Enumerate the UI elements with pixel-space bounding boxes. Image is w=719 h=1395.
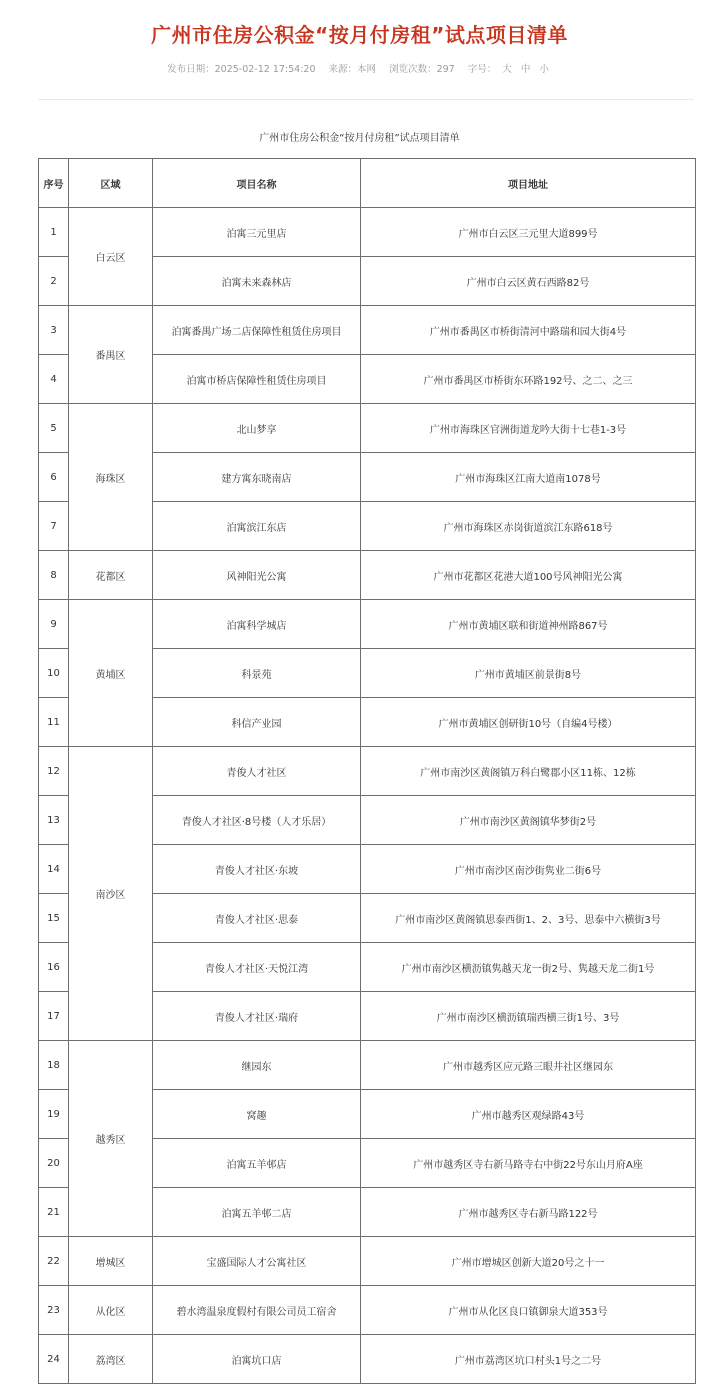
view-count: 浏览次数：297: [389, 64, 455, 75]
project-name: 窝趣: [153, 1090, 361, 1139]
table-header-row: [39, 159, 696, 208]
font-size-large-link[interactable]: 大: [502, 64, 512, 75]
project-name: 青俊人才社区·瑞府: [153, 992, 361, 1041]
table-row: [39, 404, 696, 453]
table-row: [39, 306, 696, 355]
project-name: 青俊人才社区·东坡: [153, 845, 361, 894]
project-address: 广州市荔湾区坑口村头1号之二号: [361, 1335, 696, 1384]
row-number: 8: [39, 551, 69, 600]
font-size-control: [468, 64, 552, 75]
project-name: 青俊人才社区·思泰: [153, 894, 361, 943]
article-meta: [0, 61, 719, 75]
table-caption: 广州市住房公积金“按月付房租”试点项目清单: [259, 133, 460, 144]
project-name: 青俊人才社区·天悦江湾: [153, 943, 361, 992]
row-number: 20: [39, 1139, 69, 1188]
font-size-small-link[interactable]: 小: [539, 64, 549, 75]
header-number: 序号: [39, 159, 69, 208]
project-address: 广州市海珠区江南大道南1078号: [361, 453, 696, 502]
table-row: [39, 551, 696, 600]
project-name: 宝盛国际人才公寓社区: [153, 1237, 361, 1286]
table-row: [39, 1237, 696, 1286]
table-row: [39, 1335, 696, 1384]
district-cell: 从化区: [69, 1286, 153, 1335]
table-row: [39, 747, 696, 796]
project-address: 广州市花都区花港大道100号风神阳光公寓: [361, 551, 696, 600]
project-address: 广州市越秀区寺右新马路122号: [361, 1188, 696, 1237]
row-number: 16: [39, 943, 69, 992]
header-district: 区域: [69, 159, 153, 208]
project-address: 广州市番禺区市桥街东环路192号、之二、之三: [361, 355, 696, 404]
table-row: [39, 600, 696, 649]
project-address: 广州市增城区创新大道20号之十一: [361, 1237, 696, 1286]
row-number: 6: [39, 453, 69, 502]
row-number: 24: [39, 1335, 69, 1384]
row-number: 15: [39, 894, 69, 943]
project-name: 北山梦享: [153, 404, 361, 453]
district-cell: 花都区: [69, 551, 153, 600]
table-row: [39, 1041, 696, 1090]
row-number: 23: [39, 1286, 69, 1335]
project-address: 广州市黄埔区联和街道神州路867号: [361, 600, 696, 649]
row-number: 2: [39, 257, 69, 306]
project-name: 泊寓科学城店: [153, 600, 361, 649]
project-name: 泊寓滨江东店: [153, 502, 361, 551]
project-name: 继园东: [153, 1041, 361, 1090]
project-address: 广州市南沙区南沙街隽业二街6号: [361, 845, 696, 894]
project-table: [38, 158, 696, 1384]
district-cell: 增城区: [69, 1237, 153, 1286]
project-address: 广州市南沙区黄阁镇思泰西街1、2、3号、思泰中六横街3号: [361, 894, 696, 943]
project-address: 广州市海珠区赤岗街道滨江东路618号: [361, 502, 696, 551]
table-row: [39, 208, 696, 257]
row-number: 3: [39, 306, 69, 355]
project-name: 泊寓三元里店: [153, 208, 361, 257]
project-address: 广州市白云区黄石西路82号: [361, 257, 696, 306]
project-address: 广州市越秀区观绿路43号: [361, 1090, 696, 1139]
row-number: 7: [39, 502, 69, 551]
project-name: 风神阳光公寓: [153, 551, 361, 600]
district-cell: 海珠区: [69, 404, 153, 551]
font-size-label: 字号：: [467, 64, 497, 75]
district-cell: 黄埔区: [69, 600, 153, 747]
row-number: 12: [39, 747, 69, 796]
project-name: 泊寓坑口店: [153, 1335, 361, 1384]
publish-date: 发布日期：2025-02-12 17:54:20: [167, 64, 316, 75]
project-address: 广州市番禺区市桥街清河中路瑞和园大街4号: [361, 306, 696, 355]
row-number: 19: [39, 1090, 69, 1139]
project-address: 广州市从化区良口镇御泉大道353号: [361, 1286, 696, 1335]
row-number: 13: [39, 796, 69, 845]
project-address: 广州市南沙区横沥镇瑞西横三街1号、3号: [361, 992, 696, 1041]
row-number: 22: [39, 1237, 69, 1286]
font-size-medium-link[interactable]: 中: [520, 64, 531, 75]
row-number: 4: [39, 355, 69, 404]
row-number: 17: [39, 992, 69, 1041]
row-number: 1: [39, 208, 69, 257]
project-name: 泊寓五羊邨二店: [153, 1188, 361, 1237]
project-name: 青俊人才社区: [153, 747, 361, 796]
row-number: 11: [39, 698, 69, 747]
project-address: 广州市越秀区寺右新马路寺右中街22号东山月府A座: [361, 1139, 696, 1188]
divider: [38, 99, 694, 100]
project-name: 碧水湾温泉度假村有限公司员工宿舍: [153, 1286, 361, 1335]
project-address: 广州市越秀区应元路三眼井社区继园东: [361, 1041, 696, 1090]
project-address: 广州市白云区三元里大道899号: [361, 208, 696, 257]
header-project-address: 项目地址: [361, 159, 696, 208]
project-address: 广州市黄埔区前景街8号: [361, 649, 696, 698]
row-number: 9: [39, 600, 69, 649]
row-number: 18: [39, 1041, 69, 1090]
project-address: 广州市南沙区黄阁镇华梦街2号: [361, 796, 696, 845]
row-number: 5: [39, 404, 69, 453]
project-name: 科信产业园: [153, 698, 361, 747]
district-cell: 番禺区: [69, 306, 153, 404]
project-name: 泊寓番禺广场二店保障性租赁住房项目: [153, 306, 361, 355]
district-cell: 越秀区: [69, 1041, 153, 1237]
project-name: 青俊人才社区·8号楼（人才乐居）: [153, 796, 361, 845]
district-cell: 南沙区: [69, 747, 153, 1041]
project-address: 广州市海珠区官洲街道龙吟大街十七巷1-3号: [361, 404, 696, 453]
project-name: 科景苑: [153, 649, 361, 698]
project-name: 泊寓市桥店保障性租赁住房项目: [153, 355, 361, 404]
project-name: 泊寓未来森林店: [153, 257, 361, 306]
header-project-name: 项目名称: [153, 159, 361, 208]
table-row: [39, 1286, 696, 1335]
project-address: 广州市黄埔区创研街10号（自编4号楼）: [361, 698, 696, 747]
project-address: 广州市南沙区横沥镇隽越天龙一街2号、隽越天龙二街1号: [361, 943, 696, 992]
row-number: 10: [39, 649, 69, 698]
district-cell: 白云区: [69, 208, 153, 306]
district-cell: 荔湾区: [69, 1335, 153, 1384]
project-address: 广州市南沙区黄阁镇万科白鹭郡小区11栋、12栋: [361, 747, 696, 796]
source: 来源：本网: [328, 64, 377, 75]
project-name: 建方寓东晓南店: [153, 453, 361, 502]
project-name: 泊寓五羊邨店: [153, 1139, 361, 1188]
row-number: 14: [39, 845, 69, 894]
row-number: 21: [39, 1188, 69, 1237]
page-title: 广州市住房公积金“按月付房租”试点项目清单: [151, 23, 568, 47]
